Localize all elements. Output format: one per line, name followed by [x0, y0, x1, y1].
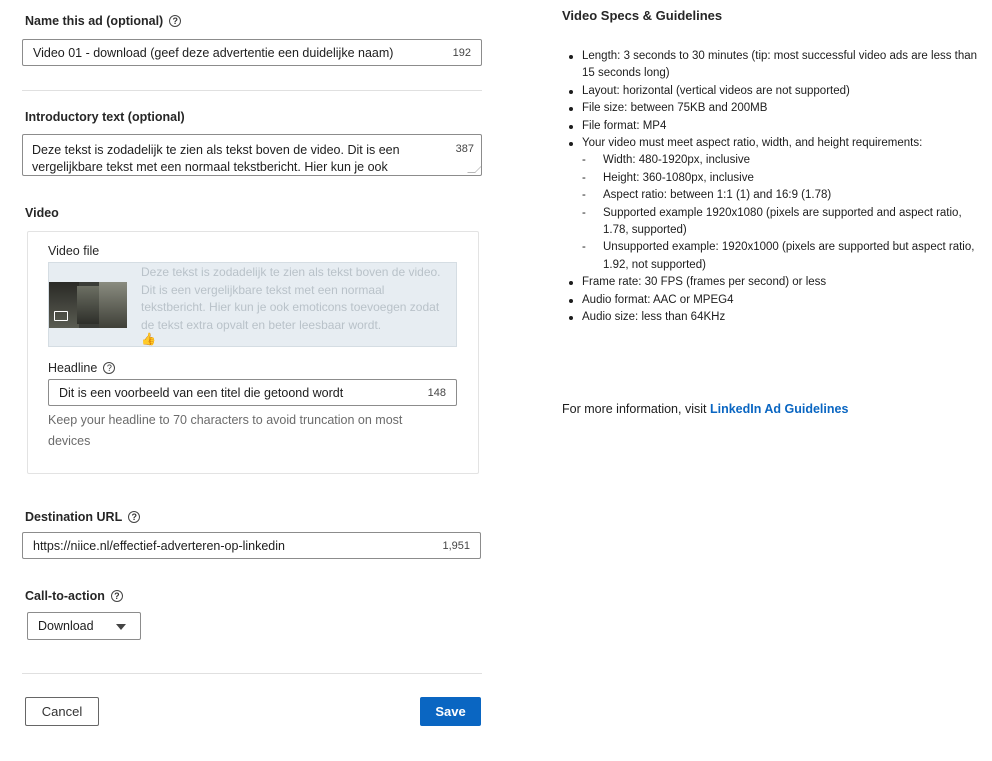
spec-item: Audio size: less than 64KHz: [562, 309, 982, 326]
spec-subitem: - Aspect ratio: between 1:1 (1) and 16:9 (1.78): [562, 187, 982, 204]
intro-label: Introductory text (optional): [25, 110, 185, 124]
spec-subitem: - Height: 360-1080px, inclusive: [562, 170, 982, 187]
spec-subitem: - Width: 480-1920px, inclusive: [562, 152, 982, 169]
cta-value: Download: [38, 619, 94, 633]
spec-item: File format: MP4: [562, 118, 982, 135]
headline-value: Dit is een voorbeeld van een titel die getoond wordt: [59, 385, 344, 400]
help-icon[interactable]: ?: [169, 15, 181, 27]
spec-item: Layout: horizontal (vertical videos are not supported): [562, 83, 982, 100]
spec-subitem: - Supported example 1920x1080 (pixels are supported and aspect ratio, 1.78, supported): [562, 205, 982, 240]
intro-value: Deze tekst is zodadelijk te zien als tekst boven de video. Dit is een vergelijkbare tekst met een normaal tekstbericht. Hier kun je ook: [32, 143, 400, 174]
video-section-label: Video: [25, 206, 59, 220]
headline-input[interactable]: [48, 379, 457, 406]
intro-textarea[interactable]: [22, 134, 482, 176]
divider: [22, 90, 482, 91]
video-camera-icon: [54, 311, 68, 321]
ad-name-input[interactable]: [22, 39, 482, 66]
destination-url-input[interactable]: [22, 532, 481, 559]
spec-item: File size: between 75KB and 200MB: [562, 100, 982, 117]
cancel-button[interactable]: Cancel: [25, 697, 99, 726]
spec-item: Frame rate: 30 FPS (frames per second) or less: [562, 274, 982, 291]
caret-down-icon: [116, 624, 126, 630]
resize-handle[interactable]: [467, 165, 482, 173]
spec-item: Length: 3 seconds to 30 minutes (tip: most successful video ads are less than 15 seconds long): [562, 48, 982, 83]
url-value: https://niice.nl/effectief-adverteren-op-linkedin: [33, 538, 285, 553]
headline-hint: Keep your headline to 70 characters to avoid truncation on most devices: [48, 413, 403, 448]
help-icon[interactable]: ?: [103, 362, 115, 374]
ad-guidelines-link[interactable]: LinkedIn Ad Guidelines: [709, 402, 849, 416]
spec-subitem: - Unsupported example: 1920x1000 (pixels are supported but aspect ratio, 1.92, not supported): [562, 239, 982, 274]
thumbs-up-emoji: 👍: [141, 332, 156, 346]
save-button[interactable]: Save: [420, 697, 481, 726]
cta-select[interactable]: [27, 612, 141, 640]
help-icon[interactable]: ?: [111, 590, 123, 602]
help-icon[interactable]: ?: [128, 511, 140, 523]
spec-item: Your video must meet aspect ratio, width, and height requirements:: [562, 135, 982, 152]
url-char-count: 1,951: [442, 539, 470, 552]
specs-title: Video Specs & Guidelines: [562, 8, 723, 23]
divider: [22, 673, 482, 674]
ad-name-char-count: 192: [452, 46, 471, 59]
spec-item: Audio format: AAC or MPEG4: [562, 292, 982, 309]
headline-char-count: 148: [427, 386, 446, 399]
intro-char-count: 387: [455, 143, 474, 155]
url-label: Destination URL ?: [25, 510, 140, 524]
video-preview[interactable]: [48, 262, 457, 347]
more-info: For more information, visit LinkedIn Ad Guidelines: [562, 402, 849, 416]
specs-list: [562, 48, 982, 327]
name-label: Name this ad (optional) ?: [25, 14, 181, 28]
preview-text: Deze tekst is zodadelijk te zien als tekst boven de video. Dit is een vergelijkbare tekst met een normaal tekstbericht. Hier kun je ook emoticons toevoegen zodat de tekst extra opvalt en beter leesbaar wordt.: [141, 265, 441, 332]
cta-label: Call-to-action ?: [25, 589, 123, 603]
video-file-label: Video file: [48, 244, 100, 258]
video-thumbnail[interactable]: [49, 282, 127, 328]
ad-name-value: Video 01 - download (geef deze advertentie een duidelijke naam): [33, 45, 394, 60]
headline-label: Headline ?: [48, 361, 115, 375]
